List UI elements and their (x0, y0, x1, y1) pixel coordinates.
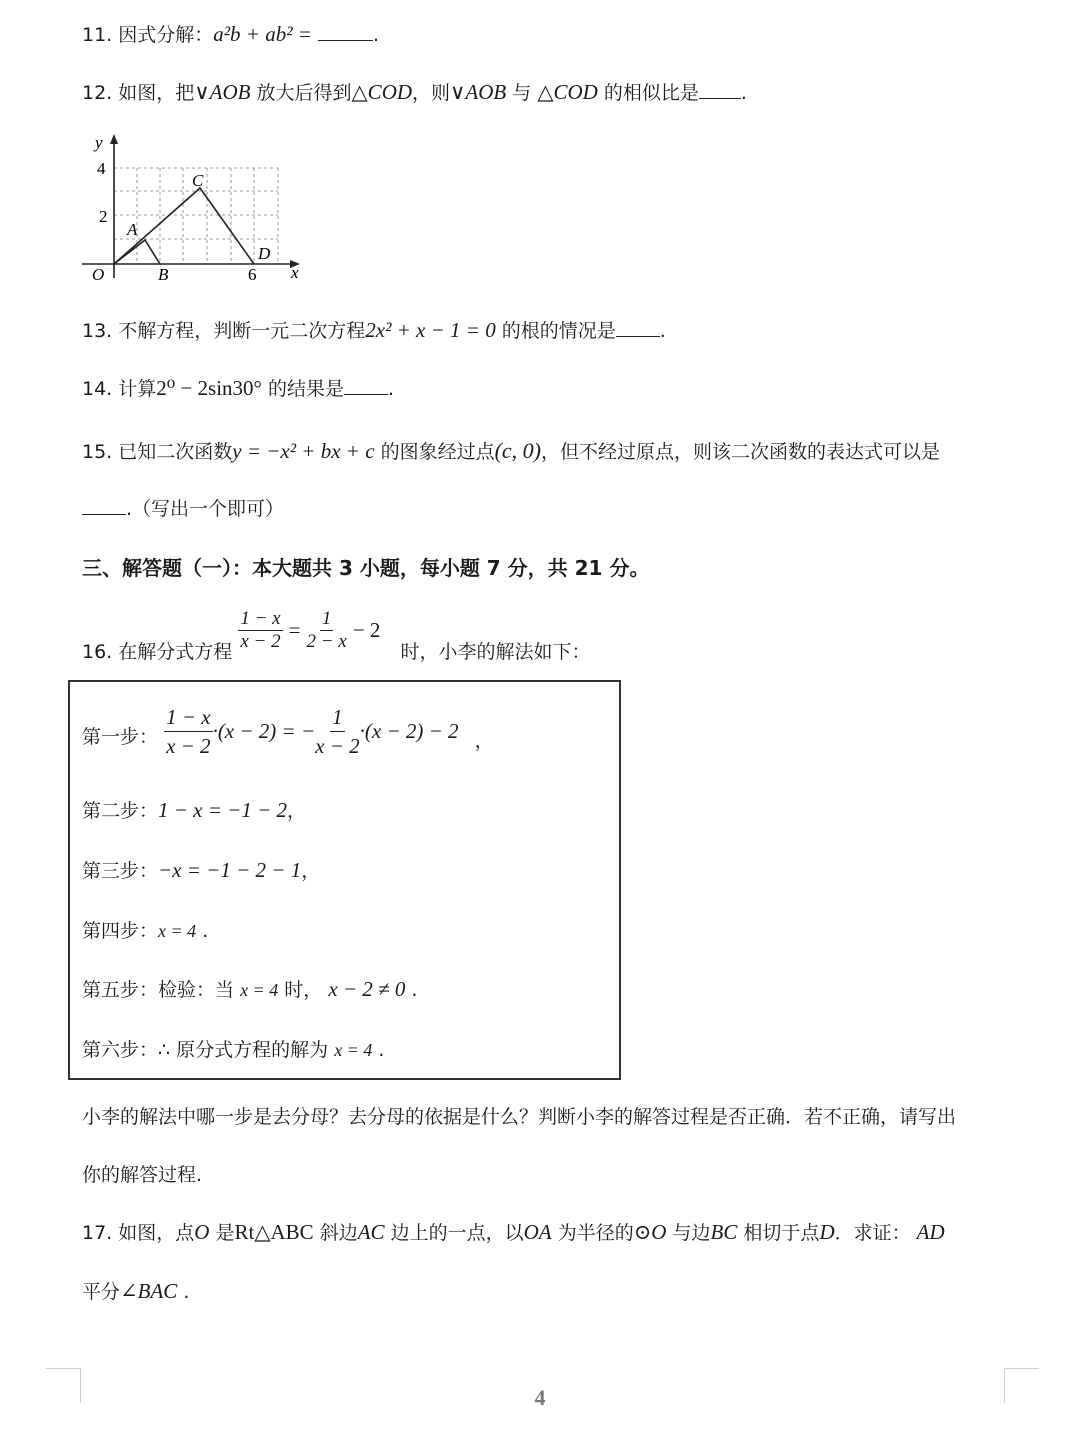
y-axis-arrow (110, 134, 118, 144)
answer-blank (616, 318, 660, 337)
answer-blank (318, 22, 373, 41)
point-label-b: B (158, 265, 169, 284)
question-11: 11. 因式分解：a²b + ab² = . (82, 22, 380, 46)
question-14: 14. 计算2⁰ − 2sin30° 的结果是 . (82, 376, 395, 400)
question-15-line-2: .（写出一个即可） (82, 494, 284, 521)
section-heading: 三、解答题（一）：本大题共 3 小题，每小题 7 分，共 21 分。 (82, 556, 650, 580)
tick-label-6: 6 (248, 265, 257, 284)
tick-label-2: 2 (99, 207, 108, 226)
step-6: 第六步：∴ 原分式方程的解为 x = 4 . (82, 1039, 385, 1061)
q11-expression: a²b + ab² = (213, 22, 312, 46)
answer-blank (699, 80, 741, 99)
fraction-lhs: $\frac{1 - x}{x - 2}$ (240, 608, 281, 652)
x-axis-label: x (291, 263, 299, 282)
y-axis-label: y (95, 133, 103, 152)
step-4: 第四步：x = 4 . (82, 920, 209, 942)
question-15: 15. 已知二次函数y = −x² + bx + c 的图象经过点(c, 0)，但不经过原点，则该二次函数的表达式可以是 (82, 438, 941, 463)
fraction-rhs: $\frac{1}{2 - x}$ (306, 608, 347, 652)
step-1: 第一步： $\frac{1 - x}{x - 2}$ ·(x − 2) = − $\frac{1}{x - 2}$ ·(x − 2) − 2 ， (82, 705, 494, 758)
step-1-fraction-b: $\frac{1}{x - 2}$ (315, 705, 360, 758)
question-17: 17. 如图，点O 是Rt△ABC 斜边AC 边上的一点，以OA 为半径的⊙O 与边BC 相切于点D．求证： AD (82, 1220, 945, 1244)
question-17-line-2: 平分∠BAC . (82, 1279, 190, 1303)
question-16: 16. 在解分式方程 $\frac{1 - x}{x - 2}$ = $\frac{1}{2 - x}$ − 2 时，小李的解法如下： (82, 608, 591, 663)
tick-label-4: 4 (97, 159, 106, 178)
answer-blank (82, 496, 126, 515)
step-5: 第五步：检验：当 x = 4 时， x − 2 ≠ 0 . (82, 977, 418, 1001)
question-12: 12. 如图，把∨AOB 放大后得到△COD，则∨AOB 与 △COD 的相似比是 . (82, 80, 747, 104)
step-1-fraction-a: $\frac{1 - x}{x - 2}$ (166, 705, 211, 758)
point-label-c: C (192, 171, 204, 190)
step-3: 第三步：−x = −1 − 2 − 1， (82, 858, 321, 882)
question-13: 13. 不解方程，判断一元二次方程2x² + x − 1 = 0 的根的情况是 . (82, 318, 666, 342)
question-16-prompt: 小李的解法中哪一步是去分母？去分母的依据是什么？判断小李的解答过程是否正确．若不正确，请写出 (82, 1106, 957, 1128)
question-16-prompt-2: 你的解答过程. (82, 1164, 203, 1186)
point-label-o: O (92, 265, 105, 284)
point-label-a: A (127, 220, 138, 239)
point-label-d: D (258, 244, 271, 263)
step-2: 第二步：1 − x = −1 − 2， (82, 798, 307, 822)
page-number: 4 (534, 1385, 546, 1410)
coordinate-figure (78, 128, 318, 288)
answer-blank (344, 376, 388, 395)
